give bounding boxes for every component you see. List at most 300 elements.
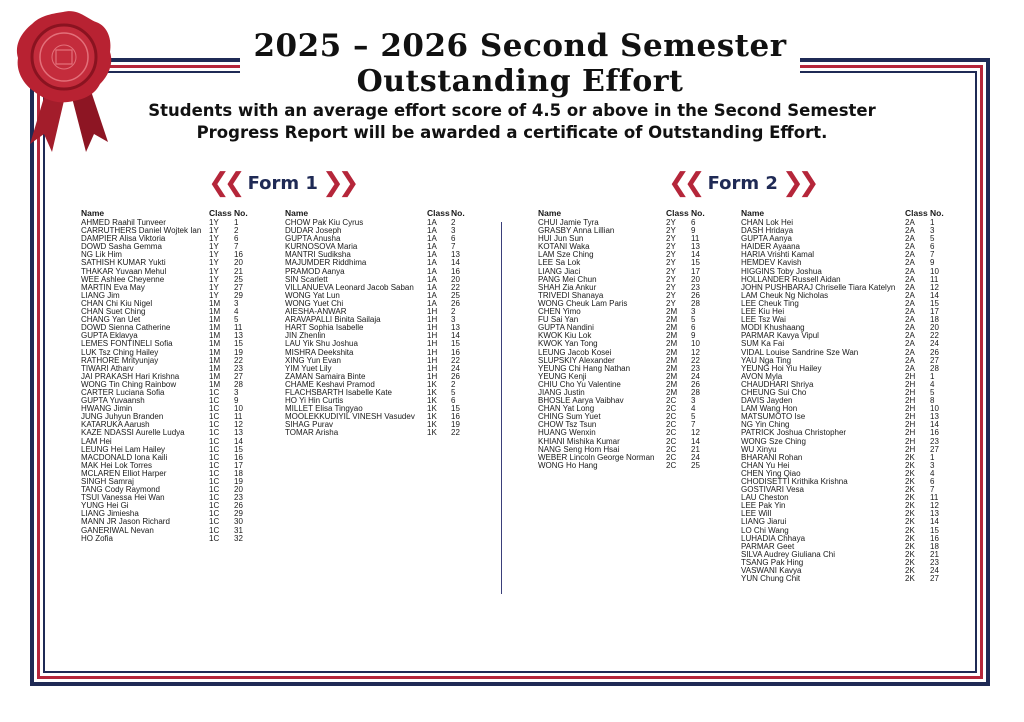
- student-class: 2H: [905, 436, 916, 446]
- student-class: 2H: [905, 420, 916, 430]
- student-number: 27: [930, 444, 939, 454]
- student-name: LEUNG Jacob Kosei: [538, 347, 612, 357]
- student-number: 3: [451, 315, 456, 325]
- title-line-1: 2025 – 2026 Second Semester: [253, 28, 787, 64]
- student-number: 7: [930, 250, 935, 260]
- subtitle-line-1: Students with an average effort score of 4.5 or above in the Second Semester: [148, 101, 876, 120]
- student-name: CHAN Yu Hei: [741, 460, 790, 470]
- student-name: WONG Sze Ching: [741, 436, 806, 446]
- subtitle: [80, 100, 944, 144]
- student-name: YEUNG Hoi Yiu Hailey: [741, 363, 822, 373]
- student-number: 26: [930, 347, 939, 357]
- student-number: 31: [234, 525, 243, 535]
- student-name: XING Yun Evan: [285, 355, 341, 365]
- student-name: TSUI Vanessa Hei Wan: [81, 493, 165, 503]
- student-name: ARAVAPALLI Binita Sailaja: [285, 315, 381, 325]
- student-class: 2A: [905, 258, 915, 268]
- student-name: CHIU Cho Yu Valentine: [538, 379, 621, 389]
- student-number: 15: [234, 444, 243, 454]
- student-name: CHAN Lok Hei: [741, 218, 794, 227]
- student-name: MAJUMDER Riddhima: [285, 258, 367, 268]
- student-class: 1Y: [209, 250, 219, 260]
- column-divider: [501, 222, 502, 594]
- student-class: 2K: [905, 557, 915, 567]
- header-class: Class: [905, 208, 928, 218]
- student-name: YEUNG Kenji: [538, 371, 587, 381]
- student-name: LEE Cheuk Ting: [741, 298, 799, 308]
- student-name: SHAH Zia Ankur: [538, 282, 597, 292]
- student-name: FLACHSBARTH Isabelle Kate: [285, 387, 393, 397]
- student-class: 2Y: [666, 226, 676, 236]
- student-number: 12: [930, 282, 939, 292]
- student-class: 2M: [666, 363, 678, 373]
- student-number: 10: [234, 404, 243, 414]
- student-number: 22: [930, 331, 939, 341]
- student-number: 17: [930, 307, 939, 317]
- student-name: SATHISH KUMAR Yukti: [81, 258, 166, 268]
- student-number: 28: [691, 387, 700, 397]
- student-class: 1C: [209, 436, 220, 446]
- student-class: 2M: [666, 379, 678, 389]
- student-number: 15: [451, 404, 460, 414]
- student-number: 19: [234, 477, 243, 486]
- student-number: 15: [234, 339, 243, 349]
- student-class: 2K: [905, 509, 915, 519]
- student-class: 2C: [666, 444, 677, 454]
- student-class: 2M: [666, 323, 678, 333]
- student-number: 25: [691, 460, 700, 470]
- student-class: 2K: [905, 525, 915, 535]
- student-name: MODI Khushaang: [741, 323, 805, 333]
- student-name: CHEN Ying Qiao: [741, 468, 801, 478]
- student-name: LAM Cheuk Ng Nicholas: [741, 290, 829, 300]
- student-number: 16: [451, 266, 460, 276]
- student-number: 1: [234, 218, 239, 227]
- student-class: 2M: [666, 355, 678, 365]
- student-name: TRIVEDI Shanaya: [538, 290, 604, 300]
- student-class: 2M: [666, 331, 678, 341]
- student-class: 1Y: [209, 274, 219, 284]
- student-name: HO Zofia: [81, 533, 114, 543]
- student-name: HWANG Jimin: [81, 404, 133, 414]
- student-number: 14: [234, 436, 243, 446]
- student-class: 2C: [666, 404, 677, 414]
- student-name: LIANG Jiaci: [538, 266, 581, 276]
- student-class: 2Y: [666, 242, 676, 252]
- student-name: GUPTA Anusha: [285, 234, 341, 244]
- student-number: 24: [930, 339, 939, 349]
- student-number: 2: [451, 218, 456, 227]
- student-number: 14: [930, 420, 939, 430]
- student-class: 1Y: [209, 290, 219, 300]
- student-name: MAK Hei Lok Torres: [81, 460, 152, 470]
- student-name: LEE Tsz Wai: [741, 315, 786, 325]
- student-name: JIN Zhenlin: [285, 331, 326, 341]
- student-name: KURNOSOVA Maria: [285, 242, 358, 252]
- student-name: HEMDEV Kavish: [741, 258, 802, 268]
- student-number: 4: [930, 468, 935, 478]
- student-number: 13: [234, 331, 243, 341]
- student-number: 4: [930, 379, 935, 389]
- student-class: 1C: [209, 412, 220, 422]
- student-number: 3: [234, 298, 239, 308]
- student-class: 2A: [905, 250, 915, 260]
- student-number: 9: [691, 331, 696, 341]
- student-name: LEE Sa Lok: [538, 258, 581, 268]
- student-class: 1Y: [209, 258, 219, 268]
- student-class: 1C: [209, 420, 220, 430]
- student-number: 25: [451, 290, 460, 300]
- student-class: 2C: [666, 460, 677, 470]
- student-class: 1A: [427, 242, 437, 252]
- student-name: HARIA Vrishti Kamal: [741, 250, 815, 260]
- student-number: 2: [234, 226, 239, 236]
- header-name: Name: [741, 208, 765, 218]
- student-class: 2M: [666, 387, 678, 397]
- student-name: PARMAR Kavya Vipul: [741, 331, 819, 341]
- student-number: 23: [234, 493, 243, 503]
- student-name: LAM Hei: [81, 436, 112, 446]
- student-class: 1C: [209, 404, 220, 414]
- student-name: LIANG Jim: [81, 290, 120, 300]
- student-name: HO Yi Hin Curtis: [285, 396, 344, 406]
- student-name: AIESHA-ANWAR: [285, 307, 347, 317]
- student-name: ZAMAN Samaira Binte: [285, 371, 366, 381]
- student-name: WU Xinyu: [741, 444, 777, 454]
- student-number: 6: [234, 234, 239, 244]
- student-name: GANERIWAL Nevan: [81, 525, 154, 535]
- student-class: 1C: [209, 460, 220, 470]
- student-class: 2K: [905, 517, 915, 527]
- student-number: 14: [691, 250, 700, 260]
- student-number: 2: [451, 307, 456, 317]
- header-name: Name: [285, 208, 309, 218]
- student-name: LAM Sze Ching: [538, 250, 594, 260]
- student-number: 25: [234, 274, 243, 284]
- student-number: 23: [930, 557, 939, 567]
- student-number: 16: [930, 533, 939, 543]
- student-class: 2Y: [666, 274, 676, 284]
- student-class: 2H: [905, 412, 916, 422]
- student-name: LIANG Jimiesha: [81, 509, 139, 519]
- student-class: 2K: [905, 477, 915, 486]
- student-name: KATARUKA Aarush: [81, 420, 150, 430]
- student-name: CHAN Yat Long: [538, 404, 595, 414]
- student-name: YUNG Hei Gi: [81, 501, 129, 511]
- student-class: 1M: [209, 355, 221, 365]
- student-class: 1C: [209, 468, 220, 478]
- student-name: DOWD Sienna Catherine: [81, 323, 171, 333]
- student-name: KWOK Kiu Lok: [538, 331, 592, 341]
- student-name: GUPTA Eklavya: [81, 331, 138, 341]
- student-class: 1H: [427, 339, 438, 349]
- student-class: 2K: [905, 574, 915, 584]
- student-name: CHAME Keshavi Pramod: [285, 379, 375, 389]
- student-number: 9: [234, 396, 239, 406]
- student-class: 1M: [209, 307, 221, 317]
- student-class: 2K: [905, 501, 915, 511]
- student-class: 1C: [209, 477, 220, 486]
- student-class: 2C: [666, 452, 677, 462]
- student-number: 16: [234, 452, 243, 462]
- student-class: 2A: [905, 355, 915, 365]
- student-number: 26: [691, 379, 700, 389]
- student-class: 1H: [427, 315, 438, 325]
- student-name: SUM Ka Fai: [741, 339, 785, 349]
- student-class: 1A: [427, 258, 437, 268]
- student-name: YIM Yuet Lily: [285, 363, 332, 373]
- student-number: 15: [451, 339, 460, 349]
- student-number: 9: [691, 226, 696, 236]
- student-class: 1C: [209, 509, 220, 519]
- student-name: MISHRA Deekshita: [285, 347, 354, 357]
- student-name: MACDONALD Iona Kaili: [81, 452, 168, 462]
- student-class: 2A: [905, 266, 915, 276]
- student-name: WEE Ashlee Cheyenne: [81, 274, 165, 284]
- student-number: 23: [691, 282, 700, 292]
- student-number: 16: [930, 428, 939, 438]
- student-class: 1A: [427, 234, 437, 244]
- student-name: KOTANI Waka: [538, 242, 590, 252]
- student-name: LAM Wang Hon: [741, 404, 798, 414]
- student-class: 1Y: [209, 266, 219, 276]
- student-name: DUDAR Joseph: [285, 226, 342, 236]
- student-name: MANTRI Sudiksha: [285, 250, 351, 260]
- student-number: 22: [691, 355, 700, 365]
- student-number: 13: [930, 509, 939, 519]
- form-1-heading: [208, 168, 354, 198]
- student-number: 15: [930, 298, 939, 308]
- student-name: NG Lik Him: [81, 250, 122, 260]
- student-number: 13: [451, 323, 460, 333]
- student-class: 2K: [905, 533, 915, 543]
- student-class: 1A: [427, 290, 437, 300]
- student-name: GRASBY Anna Lillian: [538, 226, 615, 236]
- student-name: HUI Jun Sun: [538, 234, 584, 244]
- student-name: PRAMOD Aanya: [285, 266, 345, 276]
- student-name: JOHN PUSHBARAJ Chriselle Tiara Katelyn: [741, 282, 896, 292]
- header-class: Class: [427, 208, 450, 218]
- student-name: SIN Scarlett: [285, 274, 328, 284]
- student-number: 20: [234, 485, 243, 495]
- student-number: 7: [451, 242, 456, 252]
- student-name: LEE Kiu Hei: [741, 307, 785, 317]
- student-number: 11: [234, 323, 243, 333]
- student-class: 2A: [905, 307, 915, 317]
- student-class: 2K: [905, 468, 915, 478]
- chevron-right-icon: ❯❯: [321, 168, 354, 198]
- student-number: 13: [451, 250, 460, 260]
- student-class: 1Y: [209, 226, 219, 236]
- student-class: 1A: [427, 298, 437, 308]
- student-name: MATSUMOTO Ise: [741, 412, 806, 422]
- student-class: 1Y: [209, 218, 219, 227]
- student-class: 1A: [427, 266, 437, 276]
- student-number: 20: [930, 323, 939, 333]
- student-number: 6: [451, 234, 456, 244]
- student-class: 1H: [427, 307, 438, 317]
- student-number: 24: [930, 566, 939, 576]
- student-number: 16: [234, 250, 243, 260]
- student-class: 1M: [209, 371, 221, 381]
- student-class: 2A: [905, 298, 915, 308]
- student-name: LEUNG Hei Lam Hailey: [81, 444, 166, 454]
- student-class: 2K: [905, 566, 915, 576]
- student-name: DOWD Sasha Gemma: [81, 242, 162, 252]
- student-number: 6: [691, 323, 696, 333]
- header-no: No.: [451, 208, 465, 218]
- student-number: 12: [930, 501, 939, 511]
- student-number: 21: [234, 266, 243, 276]
- student-number: 1: [930, 452, 935, 462]
- student-class: 1C: [209, 525, 220, 535]
- student-class: 2C: [666, 436, 677, 446]
- student-class: 1A: [427, 226, 437, 236]
- student-class: 1C: [209, 493, 220, 503]
- student-class: 2H: [905, 428, 916, 438]
- student-class: 1Y: [209, 282, 219, 292]
- student-name: CARRUTHERS Daniel Wojtek Ian: [81, 226, 202, 236]
- student-name: NANG Seng Hom Hsai: [538, 444, 620, 454]
- student-name: CHEN Yimo: [538, 307, 581, 317]
- student-number: 28: [234, 379, 243, 389]
- student-class: 2K: [905, 460, 915, 470]
- student-number: 5: [691, 412, 696, 422]
- student-class: 1K: [427, 387, 437, 397]
- student-name: DAMPIER Alisa Viktoria: [81, 234, 166, 244]
- student-name: AVON Myla: [741, 371, 783, 381]
- student-class: 1C: [209, 501, 220, 511]
- student-class: 2Y: [666, 282, 676, 292]
- student-number: 21: [930, 549, 939, 559]
- student-number: 14: [691, 436, 700, 446]
- student-name: JAI PRAKASH Hari Krishna: [81, 371, 180, 381]
- student-class: 1M: [209, 315, 221, 325]
- student-class: 2C: [666, 396, 677, 406]
- subtitle-line-2: Progress Report will be awarded a certificate of Outstanding Effort.: [196, 123, 828, 142]
- title-line-2: Outstanding Effort: [356, 64, 684, 99]
- student-class: 2A: [905, 347, 915, 357]
- student-name: LAU Yik Shu Joshua: [285, 339, 358, 349]
- student-number: 15: [691, 258, 700, 268]
- student-number: 12: [234, 420, 243, 430]
- student-class: 1C: [209, 485, 220, 495]
- form-1-label: Form 1: [247, 172, 318, 194]
- student-class: 1A: [427, 250, 437, 260]
- student-class: 2M: [666, 315, 678, 325]
- header-class: Class: [666, 208, 689, 218]
- student-number: 1: [930, 371, 935, 381]
- student-class: 2H: [905, 396, 916, 406]
- title-block: [240, 18, 800, 99]
- student-number: 30: [234, 517, 243, 527]
- student-class: 1A: [427, 218, 437, 227]
- student-number: 6: [930, 477, 935, 486]
- student-class: 2H: [905, 444, 916, 454]
- student-name: MOOLEKKUDIYIL VINESH Vasudev: [285, 412, 415, 422]
- student-class: 1C: [209, 428, 220, 438]
- student-class: 1C: [209, 387, 220, 397]
- student-number: 19: [451, 420, 460, 430]
- student-number: 5: [691, 315, 696, 325]
- student-name: RATHORE Mrityunjay: [81, 355, 159, 365]
- wax-seal-icon: [8, 4, 118, 154]
- inner-border: [43, 71, 977, 673]
- student-number: 14: [930, 517, 939, 527]
- student-class: 1H: [427, 371, 438, 381]
- student-number: 3: [234, 387, 239, 397]
- student-number: 5: [234, 315, 239, 325]
- student-class: 1K: [427, 420, 437, 430]
- student-class: 1A: [427, 282, 437, 292]
- student-class: 2Y: [666, 266, 676, 276]
- student-class: 1C: [209, 396, 220, 406]
- student-class: 2Y: [666, 290, 676, 300]
- student-class: 1C: [209, 517, 220, 527]
- student-number: 4: [234, 307, 239, 317]
- student-name: GUPTA Nandini: [538, 323, 594, 333]
- student-class: 2Y: [666, 250, 676, 260]
- student-number: 5: [451, 387, 456, 397]
- student-name: DAVIS Jayden: [741, 396, 793, 406]
- student-number: 22: [451, 355, 460, 365]
- student-class: 2Y: [666, 258, 676, 268]
- student-name: VIDAL Louise Sandrine Sze Wan: [741, 347, 859, 357]
- student-number: 3: [930, 460, 935, 470]
- student-class: 1K: [427, 412, 437, 422]
- header-class: Class: [209, 208, 232, 218]
- student-name: BHOSLE Aarya Vaibhav: [538, 396, 624, 406]
- student-class: 1K: [427, 379, 437, 389]
- student-number: 9: [930, 258, 935, 268]
- student-name: CHAUDHARI Shriya: [741, 379, 814, 389]
- student-number: 15: [930, 525, 939, 535]
- student-number: 22: [451, 282, 460, 292]
- student-name: KWOK Yan Tong: [538, 339, 598, 349]
- student-number: 27: [234, 282, 243, 292]
- student-number: 14: [930, 290, 939, 300]
- student-number: 18: [234, 468, 243, 478]
- student-number: 26: [234, 501, 243, 511]
- student-number: 27: [234, 371, 243, 381]
- student-number: 16: [451, 412, 460, 422]
- student-number: 26: [451, 371, 460, 381]
- student-class: 2A: [905, 234, 915, 244]
- student-class: 2A: [905, 315, 915, 325]
- student-name: KAZE NDASSI Aurelle Ludya: [81, 428, 185, 438]
- student-name: LAU Cheston: [741, 493, 789, 503]
- student-name: DASH Hridaya: [741, 226, 794, 236]
- student-name: BHARANI Rohan: [741, 452, 803, 462]
- student-class: 1K: [427, 404, 437, 414]
- student-name: CHAN Chi Kiu Nigel: [81, 298, 153, 308]
- student-class: 1K: [427, 396, 437, 406]
- student-number: 3: [691, 396, 696, 406]
- student-name: LUK Tsz Ching Hailey: [81, 347, 159, 357]
- student-name: MARTIN Eva May: [81, 282, 145, 292]
- student-name: LIANG Jiarui: [741, 517, 787, 527]
- student-number: 24: [691, 452, 700, 462]
- student-class: 2A: [905, 331, 915, 341]
- student-name: SIHAG Purav: [285, 420, 334, 430]
- student-class: 1M: [209, 331, 221, 341]
- student-number: 21: [691, 444, 700, 454]
- student-number: 24: [451, 363, 460, 373]
- student-name: HART Sophia Isabelle: [285, 323, 364, 333]
- student-number: 26: [451, 298, 460, 308]
- form-2-label: Form 2: [707, 172, 778, 194]
- student-name: TIWARI Atharv: [81, 363, 134, 373]
